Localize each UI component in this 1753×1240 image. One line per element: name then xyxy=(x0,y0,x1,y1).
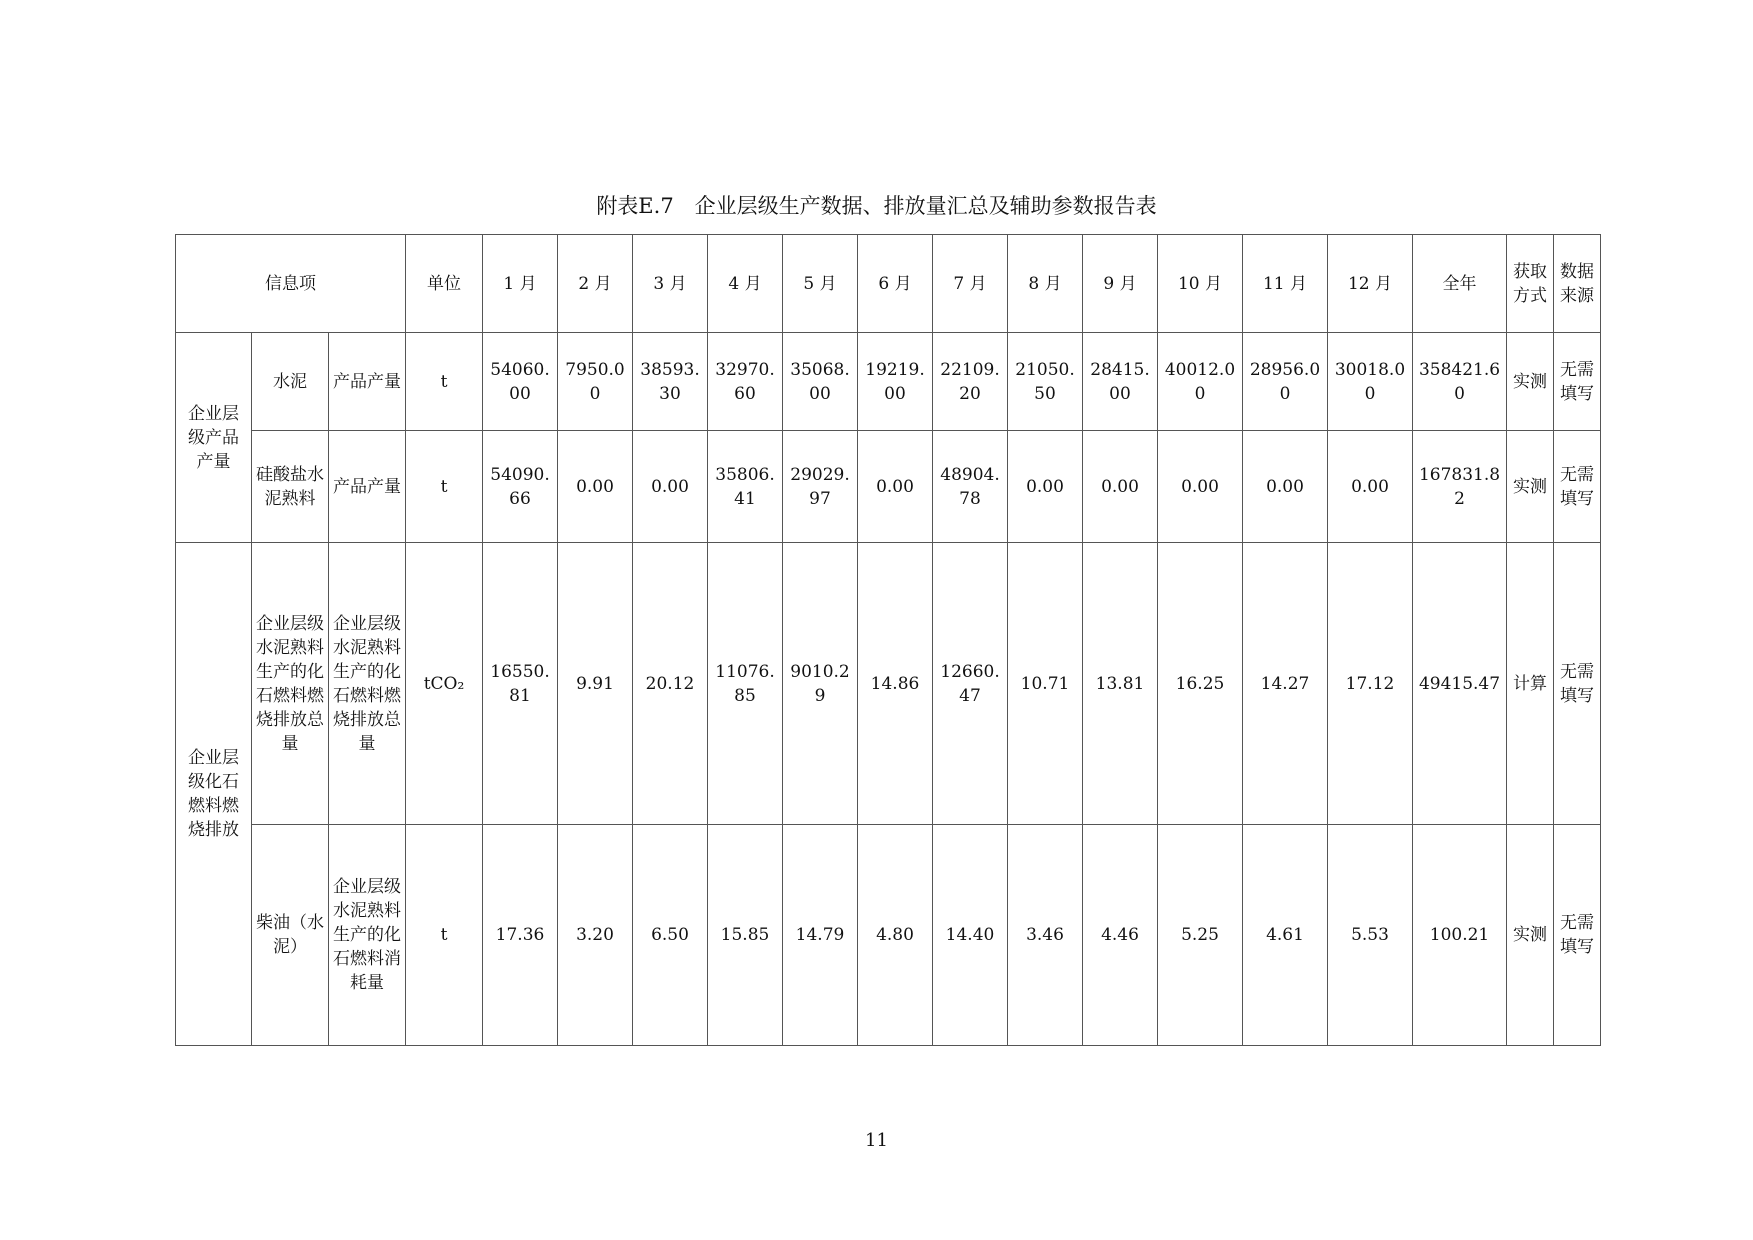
row-unit: t xyxy=(406,431,483,543)
annual-value: 167831.82 xyxy=(1413,431,1507,543)
month-value: 3.46 xyxy=(1008,825,1083,1046)
row-subcategory: 企业层级水泥熟料生产的化石燃料燃烧排放总量 xyxy=(252,543,329,825)
row-item: 产品产量 xyxy=(329,333,406,431)
month-value: 14.79 xyxy=(783,825,858,1046)
month-value: 20.12 xyxy=(633,543,708,825)
month-value: 0.00 xyxy=(1083,431,1158,543)
header-month: 11 月 xyxy=(1243,235,1328,333)
month-value: 32970.60 xyxy=(708,333,783,431)
month-value: 21050.50 xyxy=(1008,333,1083,431)
month-value: 6.50 xyxy=(633,825,708,1046)
month-value: 10.71 xyxy=(1008,543,1083,825)
table-row xyxy=(176,825,1601,1046)
header-unit: 单位 xyxy=(406,235,483,333)
annual-value: 49415.47 xyxy=(1413,543,1507,825)
month-value: 28415.00 xyxy=(1083,333,1158,431)
month-value: 17.12 xyxy=(1328,543,1413,825)
header-method: 获取方式 xyxy=(1507,235,1554,333)
header-month: 2 月 xyxy=(558,235,633,333)
header-row xyxy=(176,235,1601,333)
month-value: 15.85 xyxy=(708,825,783,1046)
row-method: 计算 xyxy=(1507,543,1554,825)
month-value: 40012.00 xyxy=(1158,333,1243,431)
month-value: 0.00 xyxy=(858,431,933,543)
month-value: 30018.00 xyxy=(1328,333,1413,431)
row-subcategory: 柴油（水泥） xyxy=(252,825,329,1046)
month-value: 38593.30 xyxy=(633,333,708,431)
header-month: 9 月 xyxy=(1083,235,1158,333)
row-method: 实测 xyxy=(1507,825,1554,1046)
header-month: 7 月 xyxy=(933,235,1008,333)
month-value: 9010.29 xyxy=(783,543,858,825)
month-value: 29029.97 xyxy=(783,431,858,543)
row-subcategory: 硅酸盐水泥熟料 xyxy=(252,431,329,543)
header-month: 8 月 xyxy=(1008,235,1083,333)
row-source: 无需填写 xyxy=(1554,825,1601,1046)
row-source: 无需填写 xyxy=(1554,431,1601,543)
page-number: 11 xyxy=(865,1130,888,1151)
report-table xyxy=(175,234,1601,1046)
row-source: 无需填写 xyxy=(1554,543,1601,825)
month-value: 5.25 xyxy=(1158,825,1243,1046)
row-unit: t xyxy=(406,825,483,1046)
table-row xyxy=(176,431,1601,543)
group-fossil-combustion: 企业层级化石燃料燃烧排放 xyxy=(176,543,252,1046)
header-month: 5 月 xyxy=(783,235,858,333)
row-method: 实测 xyxy=(1507,431,1554,543)
month-value: 35806.41 xyxy=(708,431,783,543)
header-month: 3 月 xyxy=(633,235,708,333)
month-value: 7950.00 xyxy=(558,333,633,431)
month-value: 14.27 xyxy=(1243,543,1328,825)
month-value: 22109.20 xyxy=(933,333,1008,431)
month-value: 0.00 xyxy=(1008,431,1083,543)
month-value: 4.46 xyxy=(1083,825,1158,1046)
header-month: 10 月 xyxy=(1158,235,1243,333)
header-month: 4 月 xyxy=(708,235,783,333)
header-info-item: 信息项 xyxy=(176,235,406,333)
row-method: 实测 xyxy=(1507,333,1554,431)
month-value: 11076.85 xyxy=(708,543,783,825)
month-value: 5.53 xyxy=(1328,825,1413,1046)
month-value: 0.00 xyxy=(1328,431,1413,543)
month-value: 14.86 xyxy=(858,543,933,825)
header-annual: 全年 xyxy=(1413,235,1507,333)
month-value: 48904.78 xyxy=(933,431,1008,543)
month-value: 54060.00 xyxy=(483,333,558,431)
row-unit: tCO₂ xyxy=(406,543,483,825)
month-value: 17.36 xyxy=(483,825,558,1046)
row-item: 产品产量 xyxy=(329,431,406,543)
row-source: 无需填写 xyxy=(1554,333,1601,431)
month-value: 16.25 xyxy=(1158,543,1243,825)
table-row xyxy=(176,543,1601,825)
month-value: 35068.00 xyxy=(783,333,858,431)
month-value: 0.00 xyxy=(558,431,633,543)
row-item: 企业层级水泥熟料生产的化石燃料消耗量 xyxy=(329,825,406,1046)
month-value: 13.81 xyxy=(1083,543,1158,825)
row-unit: t xyxy=(406,333,483,431)
month-value: 0.00 xyxy=(1243,431,1328,543)
month-value: 12660.47 xyxy=(933,543,1008,825)
month-value: 14.40 xyxy=(933,825,1008,1046)
header-month: 6 月 xyxy=(858,235,933,333)
header-source: 数据来源 xyxy=(1554,235,1601,333)
header-month: 12 月 xyxy=(1328,235,1413,333)
month-value: 4.80 xyxy=(858,825,933,1046)
header-month: 1 月 xyxy=(483,235,558,333)
month-value: 0.00 xyxy=(633,431,708,543)
row-subcategory: 水泥 xyxy=(252,333,329,431)
month-value: 16550.81 xyxy=(483,543,558,825)
group-product-output: 企业层级产品产量 xyxy=(176,333,252,543)
row-item: 企业层级水泥熟料生产的化石燃料燃烧排放总量 xyxy=(329,543,406,825)
month-value: 4.61 xyxy=(1243,825,1328,1046)
table-row xyxy=(176,333,1601,431)
month-value: 0.00 xyxy=(1158,431,1243,543)
annual-value: 358421.60 xyxy=(1413,333,1507,431)
month-value: 54090.66 xyxy=(483,431,558,543)
month-value: 19219.00 xyxy=(858,333,933,431)
page-title: 附表E.7 企业层级生产数据、排放量汇总及辅助参数报告表 xyxy=(596,194,1157,218)
month-value: 28956.00 xyxy=(1243,333,1328,431)
annual-value: 100.21 xyxy=(1413,825,1507,1046)
month-value: 9.91 xyxy=(558,543,633,825)
month-value: 3.20 xyxy=(558,825,633,1046)
